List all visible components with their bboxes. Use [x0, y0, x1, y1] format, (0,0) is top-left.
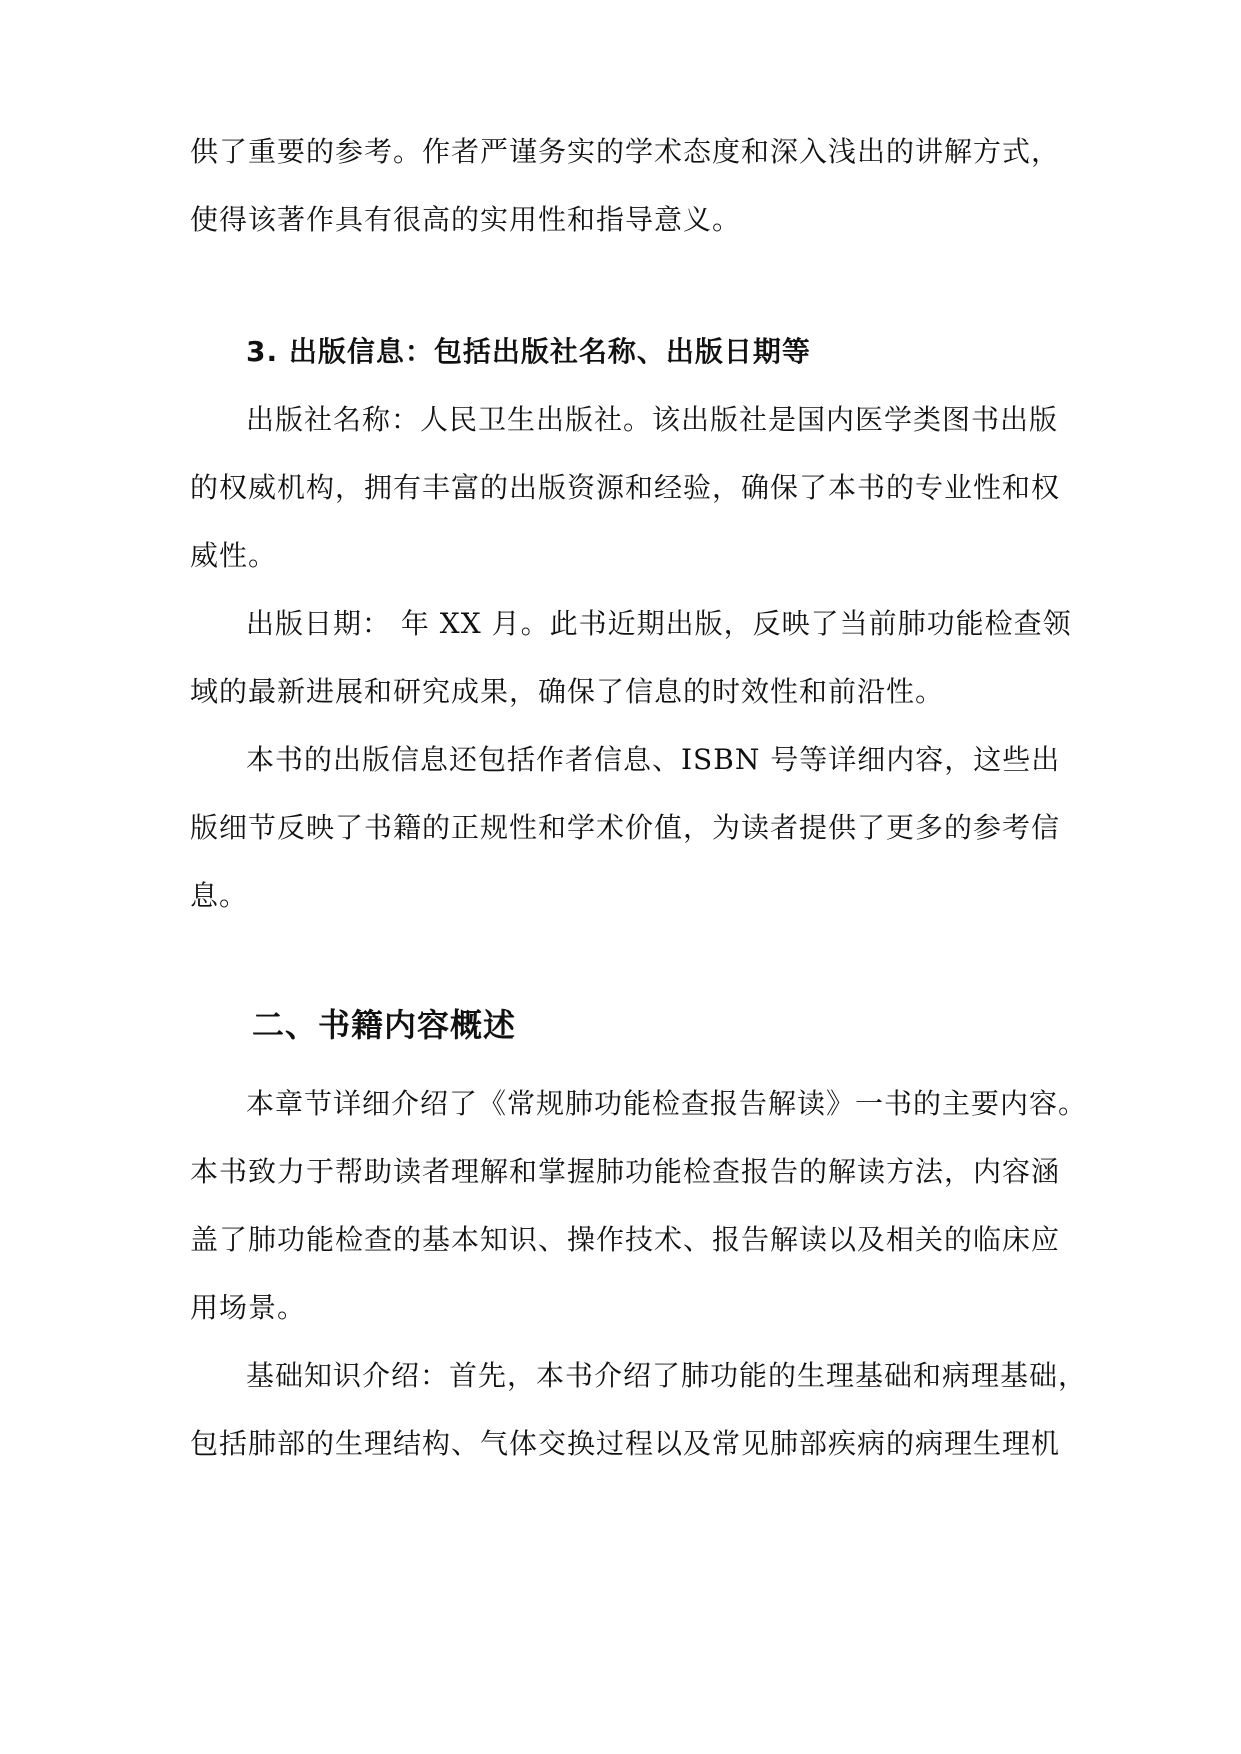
paragraph-line: 域的最新进展和研究成果，确保了信息的时效性和前沿性。 — [190, 675, 945, 708]
paragraph-line: 用场景。 — [190, 1291, 307, 1324]
paragraph-line: 使得该著作具有很高的实用性和指导意义。 — [190, 203, 742, 236]
paragraph-line: 版细节反映了书籍的正规性和学术价值，为读者提供了更多的参考信 — [190, 811, 1061, 844]
chapter-heading-book-overview: 二、书籍内容概述 — [252, 1006, 517, 1044]
paragraph-line: 威性。 — [190, 539, 278, 572]
paragraph-line: 盖了肺功能检查的基本知识、操作技术、报告解读以及相关的临床应 — [190, 1223, 1061, 1256]
section-heading-publication-info: 3. 出版信息：包括出版社名称、出版日期等 — [246, 335, 811, 368]
paragraph-line: 包括肺部的生理结构、气体交换过程以及常见肺部疾病的病理生理机 — [190, 1427, 1061, 1460]
paragraph-line: 本书的出版信息还包括作者信息、ISBN 号等详细内容，这些出 — [246, 743, 1061, 776]
paragraph-line: 息。 — [190, 879, 249, 912]
paragraph-line: 供了重要的参考。作者严谨务实的学术态度和深入浅出的讲解方式， — [190, 135, 1061, 168]
paragraph-line: 基础知识介绍：首先，本书介绍了肺功能的生理基础和病理基础， — [246, 1359, 1088, 1392]
paragraph-line: 本章节详细介绍了《常规肺功能检查报告解读》一书的主要内容。 — [246, 1087, 1088, 1120]
paragraph-line: 出版社名称：人民卫生出版社。该出版社是国内医学类图书出版 — [246, 403, 1059, 436]
paragraph-line: 的权威机构，拥有丰富的出版资源和经验，确保了本书的专业性和权 — [190, 471, 1061, 504]
paragraph-line: 出版日期： 年 XX 月。此书近期出版，反映了当前肺功能检查领 — [246, 607, 1072, 640]
paragraph-line: 本书致力于帮助读者理解和掌握肺功能检查报告的解读方法，内容涵 — [190, 1155, 1061, 1188]
